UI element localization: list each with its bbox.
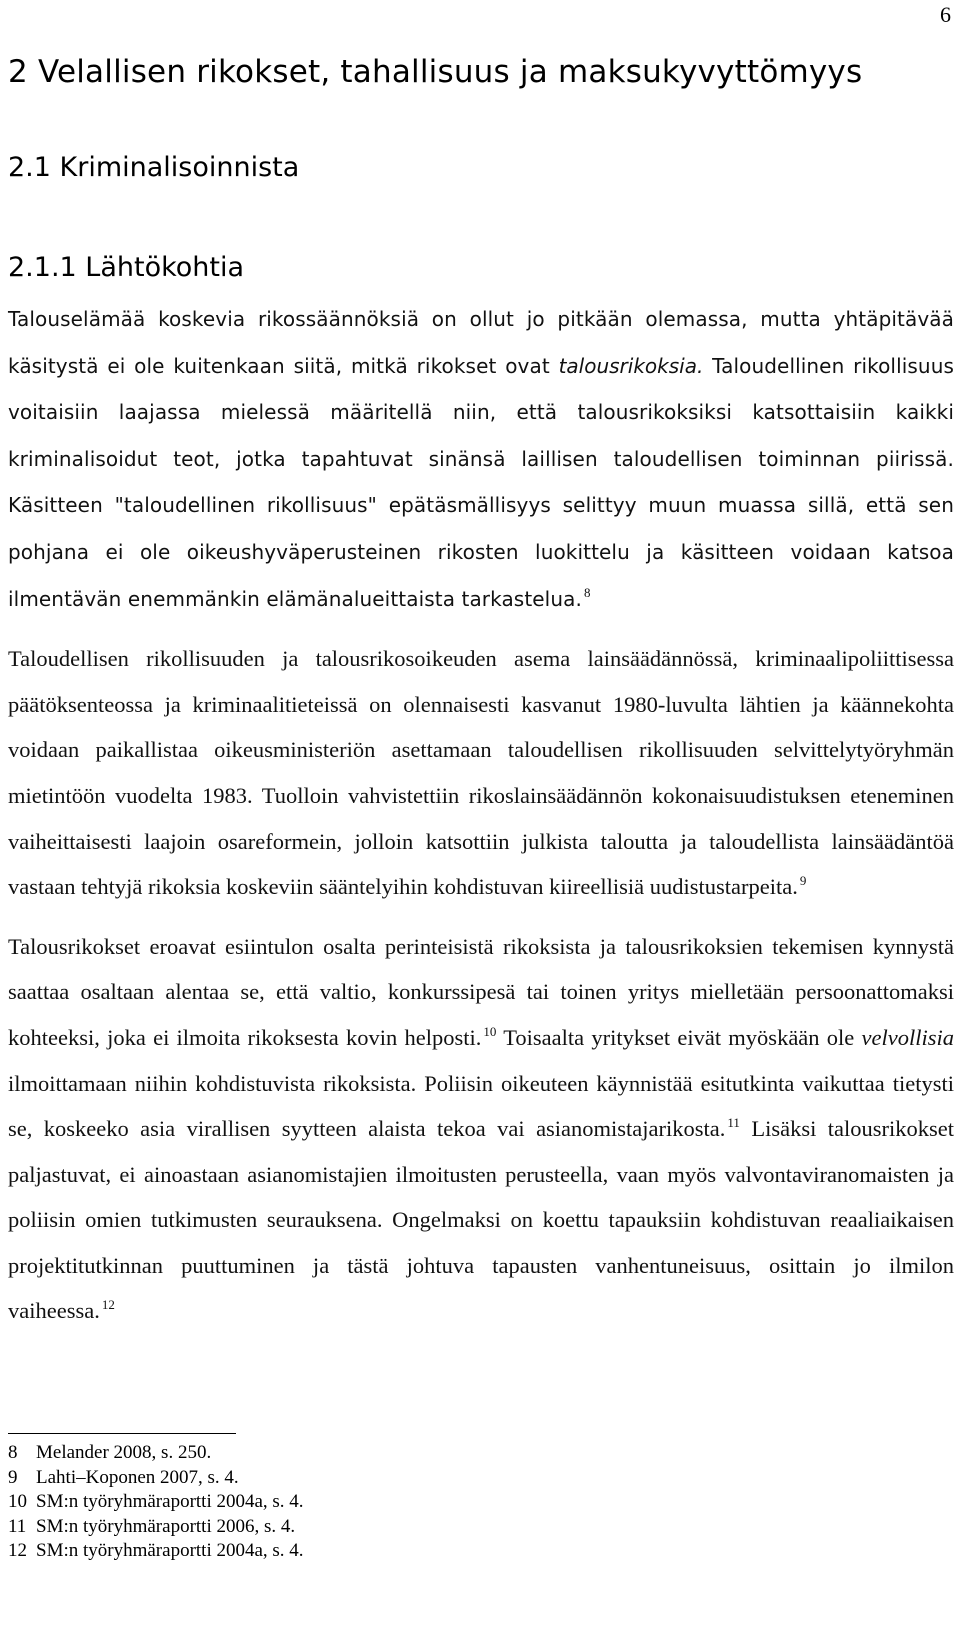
footnote-text: SM:n työryhmäraportti 2006, s. 4. [36, 1515, 296, 1537]
footnote-number: 9 [8, 1466, 18, 1488]
section-heading: 2.1 Kriminalisoinnista [8, 152, 300, 183]
footnote-text: SM:n työryhmäraportti 2004a, s. 4. [36, 1540, 304, 1561]
body-text [8, 296, 954, 1334]
paragraph-3 [8, 924, 954, 1334]
term-talousrikoksia: talousrikoksia. [558, 353, 704, 378]
footnotes [8, 1441, 304, 1564]
footnote-ref-12[interactable]: 12 [101, 1297, 115, 1313]
footnote-number: 11 [8, 1515, 27, 1537]
paragraph-2-text: Taloudellisen rikollisuuden ja talousrikosoikeuden asema lainsäädännössä, kriminaalipoliittisessa päätöksenteossa ja kriminaalitieteissä on olennaisesti kasvanut 1980-luvulta lähtien ja käännekohta voidaan paikallistaa oikeusministeriön asettamaan taloudellisen rikollisuuden selvittelytyöryhmän mietintöön vuodelta 1983. Tuolloin vahvistettiin rikoslainsäädännön kokonaisuudistuksen eteneminen vaiheittaisesti laajoin osareformein, jolloin katsottiin julkista taloutta ja taloudellista lainsäädäntöä vastaan tehtyjä rikoksia koskeviin sääntelyihin kohdistuvan kiireellisiä uudistustarpeita. [8, 646, 954, 900]
page-number: 6 [940, 2, 951, 27]
paragraph-1 [8, 296, 954, 622]
footnote-item [8, 1490, 304, 1515]
footnote-item [8, 1539, 304, 1564]
paragraph-2 [8, 636, 954, 910]
footnote-ref-8[interactable]: 8 [583, 584, 591, 600]
paragraph-3-part-2: Toisaalta yritykset eivät myöskään ole [496, 1024, 862, 1050]
footnote-ref-9[interactable]: 9 [799, 873, 807, 889]
footnote-item [8, 1441, 304, 1466]
footnote-divider [8, 1433, 236, 1434]
chapter-heading: 2 Velallisen rikokset, tahallisuus ja maksukyvyttömyys [8, 54, 863, 90]
paragraph-3-part-1: Talousrikokset eroavat esiintulon osalta perinteisistä rikoksista ja talousrikoksien tekemisen kynnystä saattaa osaltaan alentaa se, että valtio, konkurssipesä tai toinen yritys mielletään persoonattomaksi kohteeksi, joka ei ilmoita rikoksesta kovin helposti. [8, 933, 954, 1050]
footnote-item [8, 1466, 304, 1491]
footnote-ref-11[interactable]: 11 [727, 1115, 740, 1131]
footnote-text: SM:n työryhmäraportti 2004a, s. 4. [36, 1491, 304, 1512]
footnote-text: Lahti–Koponen 2007, s. 4. [36, 1466, 239, 1488]
footnote-number: 8 [8, 1442, 18, 1463]
paragraph-1-intro: Talouselämää koskevia rikossäännöksiä on ollut jo pitkään olemassa, mutta yhtäpitävää käsitystä ei ole kuitenkaan siitä, mitkä rikokset ovat [8, 307, 954, 378]
subsection-heading: 2.1.1 Lähtökohtia [8, 252, 245, 283]
footnote-text: Melander 2008, s. 250. [36, 1442, 212, 1463]
term-velvollisia: velvollisia [861, 1024, 954, 1050]
footnote-item [8, 1515, 304, 1540]
paragraph-1-body: Taloudellinen rikollisuus voitaisiin laajassa mielessä määritellä niin, että talousrikoksiksi katsottaisiin kaikki kriminalisoidut teot, jotka tapahtuvat sinänsä laillisen taloudellisen toiminnan piirissä. Käsitteen "taloudellinen rikollisuus" epätäsmällisyys selittyy muun muassa sillä, että sen pohjana ei ole oikeushyväperusteinen rikosten luokittelu ja käsitteen voidaan katsoa ilmentävän enemmänkin elämänalueittaista tarkastelua. [8, 353, 954, 611]
footnote-number: 12 [8, 1540, 27, 1561]
footnote-number: 10 [8, 1491, 27, 1512]
footnote-ref-10[interactable]: 10 [483, 1023, 497, 1039]
paragraph-3-part-4: Lisäksi talousrikokset paljastuvat, ei ainoastaan asianomistajien ilmoitusten perusteella, vaan myös valvontaviranomaisten ja poliisin omien tutkimusten seurauksena. Ongelmaksi on koettu tapauksiin kohdistuvan reaaliaikaisen projektitutkinnan puuttuminen ja tästä johtuva tapausten vanhentuneisuus, osittain jo ilmilon vaiheessa. [8, 1116, 955, 1324]
paragraph-3-part-3: ilmoittamaan niihin kohdistuvista rikoksista. Poliisin oikeuteen käynnistää esitutkinta vaikuttaa tietysti se, koskeeko asia virallisen syytteen alaista tekoa vai asianomistajarikosta. [8, 1070, 954, 1142]
